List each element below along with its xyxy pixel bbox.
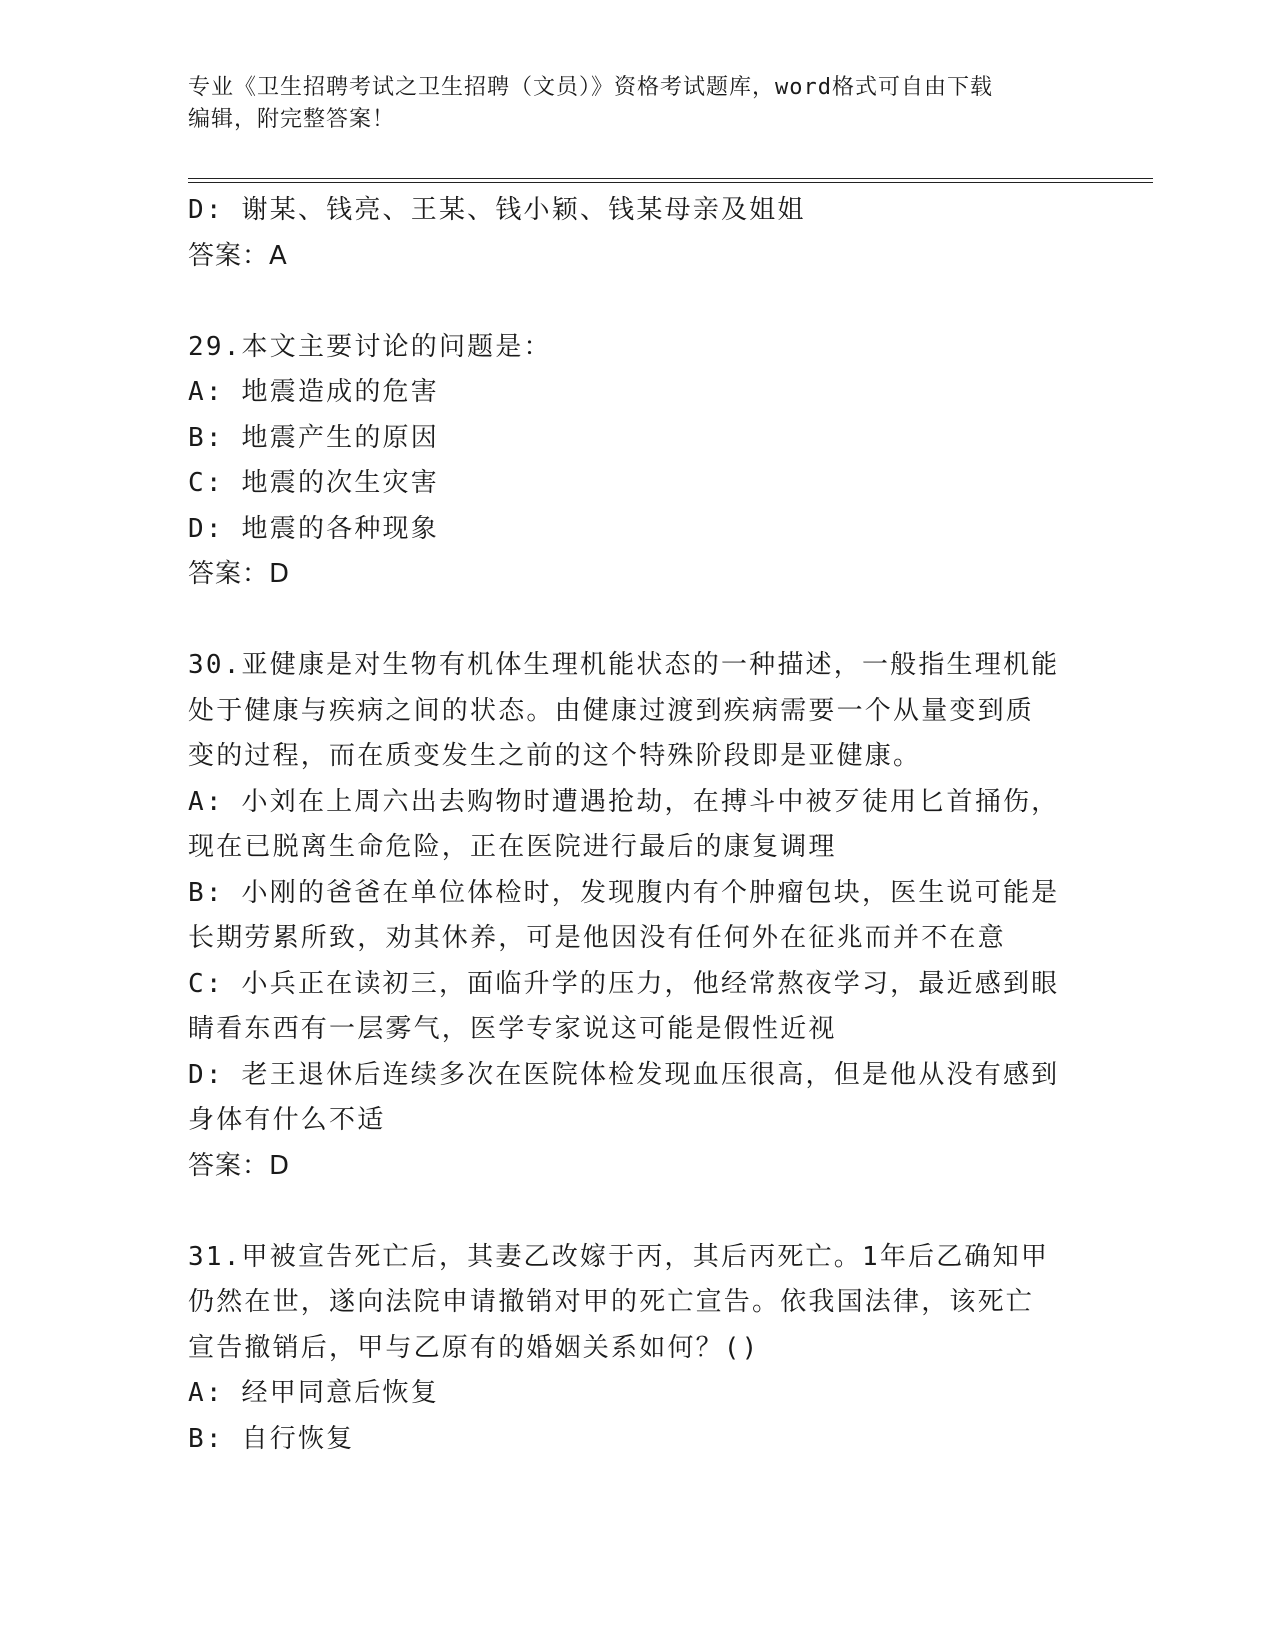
option-a-line: A: 小刘在上周六出去购物时遭遇抢劫，在搏斗中被歹徒用匕首捅伤， — [188, 786, 1060, 817]
answer: 答案：D — [188, 1150, 291, 1181]
option-c-line: 睛看东西有一层雾气，医学专家说这可能是假性近视 — [188, 1014, 837, 1044]
question-stem-line: 处于健康与疾病之间的状态。由健康过渡到疾病需要一个从量变到质 — [188, 695, 1035, 726]
option-d: D: 地震的各种现象 — [188, 513, 439, 544]
option-b: B: 地震产生的原因 — [188, 422, 439, 453]
header-divider-bottom — [188, 182, 1153, 183]
option-b-line: B: 小刚的爸爸在单位体检时，发现腹内有个肿瘤包块，医生说可能是 — [188, 877, 1060, 908]
option-a-line: 现在已脱离生命危险，正在医院进行最后的康复调理 — [188, 832, 837, 862]
spacer — [188, 1189, 1078, 1235]
answer: 答案：A — [188, 240, 288, 271]
option-c-line: C: 小兵正在读初三，面临升学的压力，他经常熬夜学习，最近感到眼 — [188, 968, 1060, 999]
question-stem-line: 宣告撤销后，甲与乙原有的婚姻关系如何？() — [188, 1332, 760, 1363]
option-a: A: 地震造成的危害 — [188, 377, 439, 407]
header-line-1: 专业《卫生招聘考试之卫生招聘（文员）》资格考试题库，word格式可自由下载 — [188, 75, 993, 100]
question-stem: 29.本文主要讨论的问题是： — [188, 331, 552, 362]
option-a: A: 经甲同意后恢复 — [188, 1378, 439, 1408]
option-d-line: D: 老王退休后连续多次在医院体检发现血压很高，但是他从没有感到 — [188, 1059, 1060, 1090]
question-stem-line: 仍然在世，遂向法院申请撤销对甲的死亡宣告。依我国法律，该死亡 — [188, 1287, 1035, 1317]
option-d-line: 身体有什么不适 — [188, 1105, 386, 1135]
option-b-line: 长期劳累所致，劝其休养，可是他因没有任何外在征兆而并不在意 — [188, 923, 1006, 953]
header-divider-top — [188, 178, 1153, 179]
question-stem-line: 30.亚健康是对生物有机体生理机能状态的一种描述，一般指生理机能 — [188, 650, 1060, 680]
option-c: C: 地震的次生灾害 — [188, 468, 439, 498]
document-body — [188, 188, 1078, 1462]
option-d: D: 谢某、钱亮、王某、钱小颖、钱某母亲及姐姐 — [188, 195, 806, 225]
header-line-2: 编辑，附完整答案！ — [188, 107, 396, 132]
document-header — [188, 72, 1088, 136]
question-stem-line: 31.甲被宣告死亡后，其妻乙改嫁于丙，其后丙死亡。1年后乙确知甲 — [188, 1241, 1050, 1272]
question-30 — [188, 643, 1078, 1189]
option-b: B: 自行恢复 — [188, 1423, 355, 1454]
answer: 答案：D — [188, 559, 291, 589]
spacer — [188, 598, 1078, 644]
question-31 — [188, 1235, 1078, 1463]
question-28-tail — [188, 188, 1078, 279]
question-stem-line: 变的过程，而在质变发生之前的这个特殊阶段即是亚健康。 — [188, 741, 922, 771]
question-29 — [188, 325, 1078, 598]
spacer — [188, 279, 1078, 325]
